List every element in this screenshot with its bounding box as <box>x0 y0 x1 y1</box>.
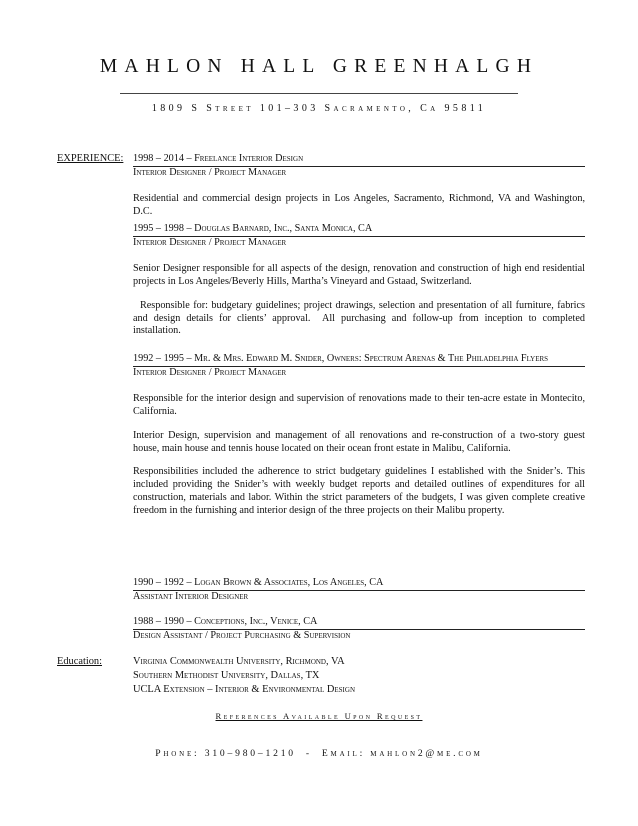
entry-paragraph: Interior Design, supervision and management of all renovations and re-construction of a two-story guest house, main house and tennis house located on their ocean front estate in Malibu, California. <box>133 429 585 454</box>
references-note: References Available Upon Request <box>215 711 423 721</box>
entry-paragraph: Responsible for: budgetary guidelines; project drawings, selection and presentation of all furniture, fabrics and design details for clients’ approval. All purchasing and follow-up from inception to completed installation. <box>133 299 588 337</box>
experience-entry-1 <box>133 153 585 219</box>
experience-label: EXPERIENCE: <box>57 153 124 164</box>
entry-heading: 1998 – 2014 – Freelance Interior Design <box>133 153 585 167</box>
entry-heading: 1995 – 1998 – Douglas Barnard, Inc., Santa Monica, CA <box>133 223 585 237</box>
experience-entry-5 <box>133 616 585 643</box>
entry-heading: 1988 – 1990 – Conceptions, Inc., Venice, CA <box>133 616 585 630</box>
experience-entry-2 <box>133 223 588 338</box>
name-divider <box>120 93 518 94</box>
address-line: 1809 S Street 101–303 Sacramento, Ca 95811 <box>151 103 487 114</box>
entry-paragraph: Responsibilities included the adherence to strict budgetary guidelines I established with the Snider’s. This included providing the Snider’s with weekly budget reports and detailed outlines of expenditures for all construction, materials and labor. Within the strict parameters of the budgets, I was given complete creative freedom in the furnishing and interior design of the three projects on their Malibu property. <box>133 466 585 517</box>
entry-paragraph: Responsible for the interior design and supervision of renovations made to their ten-acre estate in Montecito, California. <box>133 392 585 417</box>
education-item: Virginia Commonwealth University, Richmond, VA <box>133 656 345 667</box>
contact-line <box>0 748 638 759</box>
entry-paragraph: Residential and commercial design projects in Los Angeles, Sacramento, Richmond, VA and Washington, D.C. <box>133 192 585 217</box>
education-label: Education: <box>57 656 103 667</box>
education-item: UCLA Extension – Interior & Environmental Design <box>133 684 355 695</box>
education-item: Southern Methodist University, Dallas, TX <box>133 670 320 681</box>
entry-role: Assistant Interior Designer <box>133 590 249 602</box>
entry-heading: 1990 – 1992 – Logan Brown & Associates, Los Angeles, CA <box>133 577 585 591</box>
email-address: Email: mahlon2@me.com <box>321 748 483 759</box>
entry-role: Interior Designer / Project Manager <box>133 166 287 178</box>
entry-role: Interior Designer / Project Manager <box>133 366 287 378</box>
entry-paragraph: Senior Designer responsible for all aspects of the design, renovation and construction of high end residential projects in Los Angeles/Beverly Hills, Martha’s Vineyard and Gstaad, Switzerland. <box>133 262 588 287</box>
phone-number: Phone: 310–980–1210 <box>155 748 296 759</box>
contact-separator: - <box>305 748 312 759</box>
resume-name: MAHLON HALL GREENHALGH <box>99 56 539 77</box>
experience-entry-4 <box>133 577 585 604</box>
experience-entry-3 <box>133 353 585 518</box>
entry-role: Interior Designer / Project Manager <box>133 236 287 248</box>
entry-role: Design Assistant / Project Purchasing & Supervision <box>133 629 351 641</box>
education-list <box>133 655 585 697</box>
entry-heading: 1992 – 1995 – Mr. & Mrs. Edward M. Snider, Owners: Spectrum Arenas & The Philadelphia Flyers <box>133 353 585 367</box>
